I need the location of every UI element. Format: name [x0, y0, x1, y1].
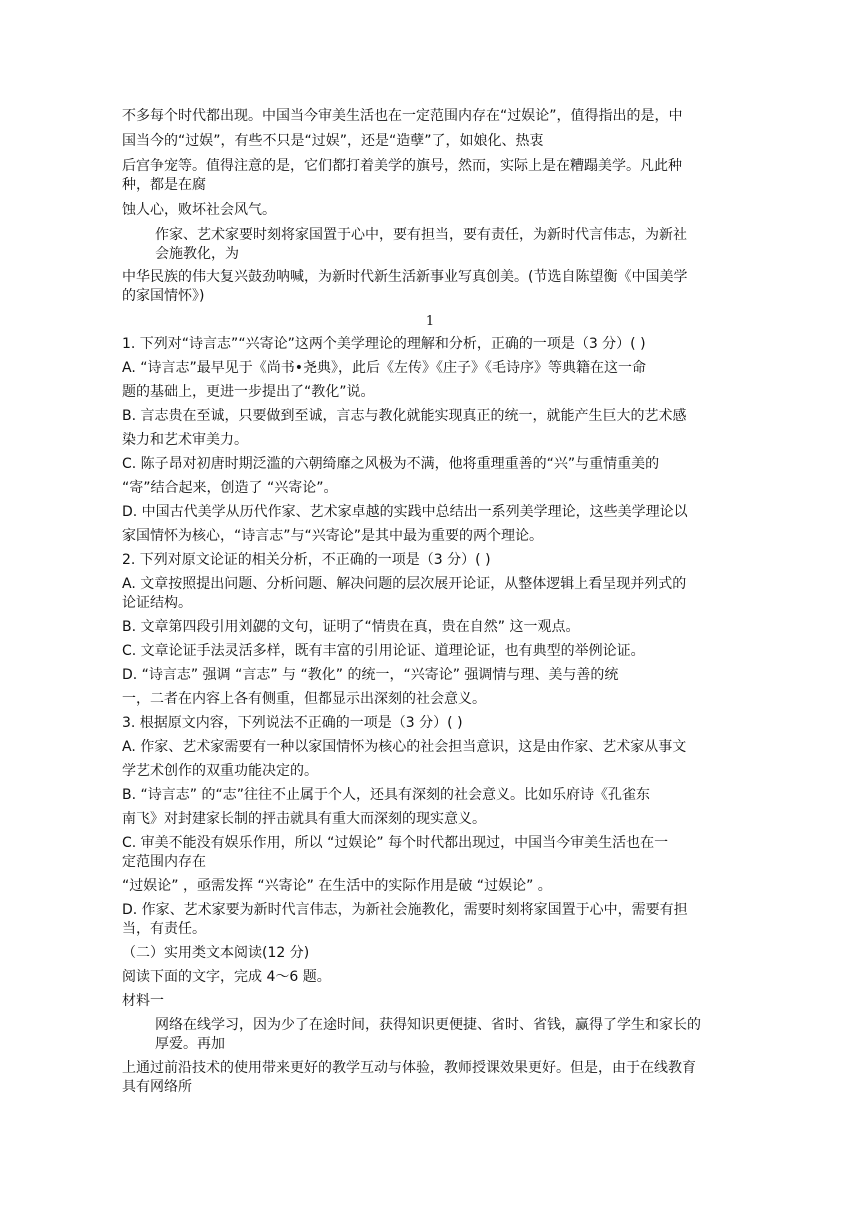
- option-d: D. “诗言志” 强调 “言志” 与 “教化” 的统一，“兴寄论” 强调情与理、美与善的统: [122, 667, 619, 683]
- material-line: 上通过前沿技术的使用带来更好的教学互动与体验，教师授课效果更好。但是，由于在线教育: [122, 1060, 696, 1076]
- material-line: 网络在线学习，因为少了在途时间，获得知识更便捷、省时、省钱，赢得了学生和家长的: [155, 1017, 701, 1033]
- option-b-cont: 南飞》对封建家长制的抨击就具有重大而深刻的现实意义。: [122, 811, 486, 827]
- option-b: B. 言志贵在至诚，只要做到至诚，言志与教化就能实现真正的统一，就能产生巨大的艺术感: [122, 408, 687, 424]
- passage-line: 中华民族的伟大复兴鼓劲呐喊，为新时代新生活新事业写真创美。(节选自陈望衡《中国美学: [122, 269, 688, 285]
- option-c: C. 文章论证手法灵活多样，既有丰富的引用论证、道理论证，也有典型的举例论证。: [122, 643, 645, 659]
- option-b: B. “诗言志” 的“志”往往不止属于个人，还具有深刻的社会意义。比如乐府诗《孔雀东: [122, 787, 650, 803]
- question-stem: 3. 根据原文内容，下列说法不正确的一项是（3 分）( ): [122, 715, 463, 731]
- question-stem: 1. 下列对“诗言志”“兴寄论”这两个美学理论的理解和分析，正确的一项是（3 分）( ): [122, 336, 646, 352]
- option-c: C. 审美不能没有娱乐作用，所以 “过娱论” 每个时代都出现过，中国当今审美生活也在一: [122, 835, 669, 851]
- material-line: 厚爱。再加: [155, 1036, 225, 1052]
- option-d: D. 中国古代美学从历代作家、艺术家卓越的实践中总结出一系列美学理论，这些美学理论以: [122, 504, 688, 520]
- passage-line: 会施教化，为: [155, 246, 239, 262]
- passage-line: 不多每个时代都出现。中国当今审美生活也在一定范围内存在“过娱论”，值得指出的是，中: [122, 108, 683, 124]
- option-b: B. 文章第四段引用刘勰的文句，证明了“情贵在真，贵在自然” 这一观点。: [122, 619, 580, 635]
- passage-line: 蚀人心，败坏社会风气。: [122, 202, 276, 218]
- material-line: 具有网络所: [122, 1079, 192, 1095]
- option-c-cont: “过娱论” ，亟需发挥 “兴寄论” 在生活中的实际作用是破 “过娱论” 。: [122, 878, 552, 894]
- option-c: C. 陈子昂对初唐时期泛滥的六朝绮靡之风极为不满，他将重理重善的“兴”与重情重美的: [122, 456, 660, 472]
- section-heading: （二）实用类文本阅读(12 分): [122, 945, 310, 961]
- option-a-cont: 论证结构。: [122, 595, 192, 611]
- question-stem: 2. 下列对原文论证的相关分析，不正确的一项是（3 分）( ): [122, 552, 491, 568]
- option-a: A. 作家、艺术家需要有一种以家国情怀为核心的社会担当意识，这是由作家、艺术家从事文: [122, 739, 687, 755]
- option-b-cont: 染力和艺术审美力。: [122, 432, 248, 448]
- option-c-cont: “寄”结合起来，创造了 “兴寄论”。: [122, 480, 338, 496]
- option-a-cont: 题的基础上，更进一步提出了“教化”说。: [122, 384, 375, 400]
- passage-line: 后宫争宠等。值得注意的是，它们都打着美学的旗号，然而，实际上是在糟蹋美学。凡此种: [122, 158, 682, 174]
- option-d-cont: 当，有责任。: [122, 921, 206, 937]
- option-d-cont: 家国情怀为核心，“诗言志”与“兴寄论”是其中最为重要的两个理论。: [122, 528, 544, 544]
- option-c-cont: 定范围内存在: [122, 854, 206, 870]
- passage-line: 作家、艺术家要时刻将家国置于心中，要有担当，要有责任，为新时代言伟志，为新社: [155, 227, 687, 243]
- option-a: A. “诗言志”最早见于《尚书•尧典》，此后《左传》《庄子》《毛诗序》等典籍在这一命: [122, 360, 646, 376]
- page-number: 1: [425, 314, 435, 329]
- passage-line: 种，都是在腐: [122, 177, 206, 193]
- option-a-cont: 学艺术创作的双重功能决定的。: [122, 763, 318, 779]
- option-d: D. 作家、艺术家要为新时代言伟志，为新社会施教化，需要时刻将家国置于心中，需要有担: [122, 902, 688, 918]
- section-instruction: 阅读下面的文字，完成 4～6 题。: [122, 969, 331, 985]
- material-label: 材料一: [122, 993, 164, 1009]
- option-d-cont: 一，二者在内容上各有侧重，但都显示出深刻的社会意义。: [122, 691, 486, 707]
- passage-line: 的家国情怀》): [122, 288, 205, 304]
- option-a: A. 文章按照提出问题、分析问题、解决问题的层次展开论证，从整体逻辑上看呈现并列式的: [122, 576, 687, 592]
- passage-line: 国当今的“过娱”，有些不只是“过娱”，还是“造孽”了，如娘化、热衷: [122, 133, 544, 149]
